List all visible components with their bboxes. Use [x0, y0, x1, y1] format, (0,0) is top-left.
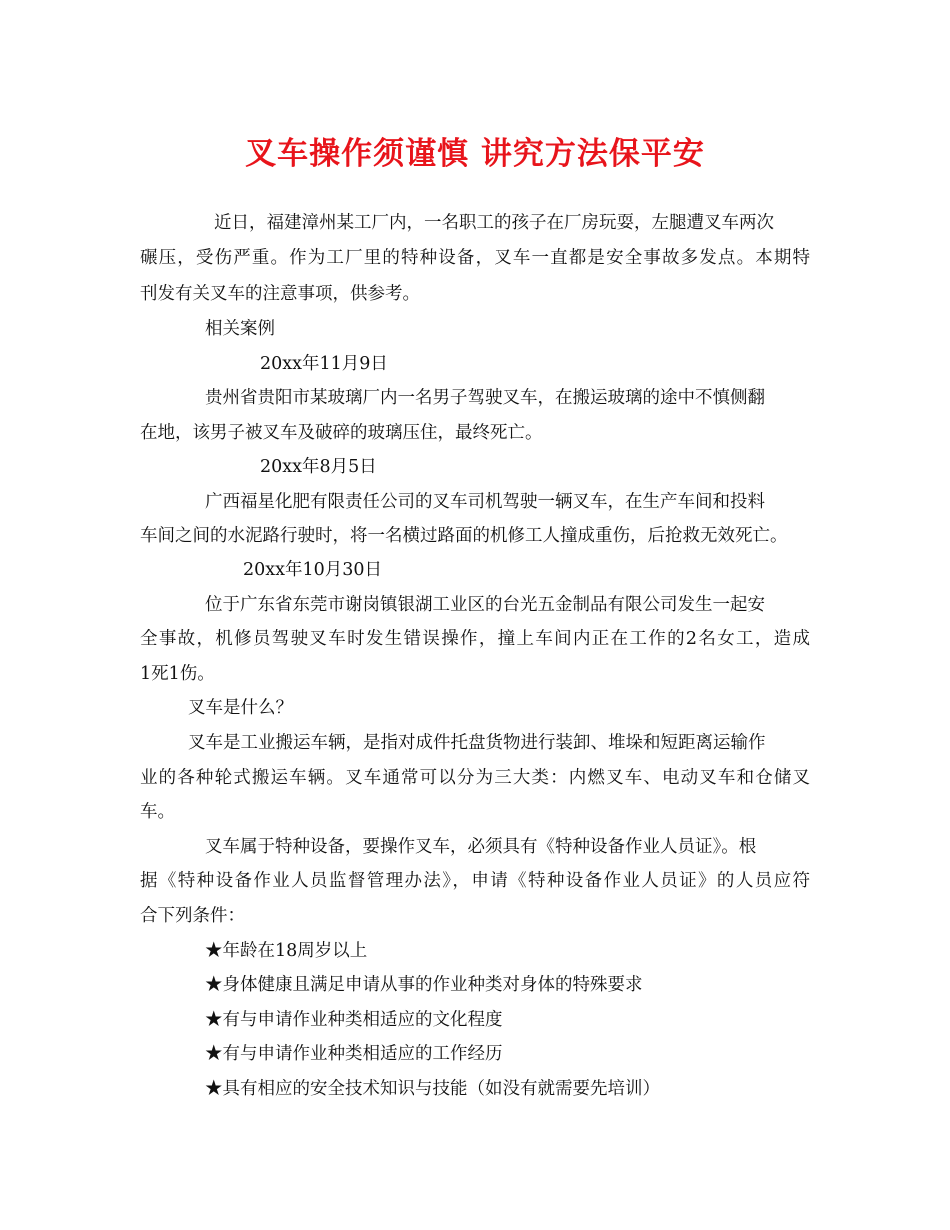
- what-text-line: 叉车是工业搬运车辆，是指对成件托盘货物进行装卸、堆垛和短距离运输作: [188, 733, 766, 753]
- case-date: 20xx年11月9日: [260, 354, 388, 374]
- intro-line-3: 刊发有关叉车的注意事项，供参考。: [140, 284, 420, 304]
- cases-heading: 相关案例: [205, 319, 275, 339]
- what-heading: 叉车是什么？: [188, 698, 293, 718]
- case-text-line: 在地，该男子被叉车及破碎的玻璃压住，最终死亡。: [140, 423, 543, 443]
- case-date: 20xx年8月5日: [260, 457, 377, 477]
- intro-line-2: 碾压，受伤严重。作为工厂里的特种设备，叉车一直都是安全事故多发点。本期特: [140, 248, 810, 268]
- condition-item: ★具有相应的安全技术知识与技能（如没有就需要先培训）: [205, 1079, 660, 1099]
- condition-item: ★有与申请作业种类相适应的工作经历: [205, 1044, 503, 1064]
- what-text-line: 车。: [140, 802, 175, 822]
- case-text-line: 1死1伤。: [140, 664, 215, 684]
- condition-item: ★有与申请作业种类相适应的文化程度: [205, 1010, 503, 1030]
- req-text-line: 据《特种设备作业人员监督管理办法》，申请《特种设备作业人员证》的人员应符: [140, 871, 810, 891]
- req-text-line: 叉车属于特种设备，要操作叉车，必须具有《特种设备作业人员证》。根: [205, 837, 757, 857]
- req-text-line: 合下列条件：: [140, 906, 245, 926]
- case-text-line: 贵州省贵阳市某玻璃厂内一名男子驾驶叉车，在搬运玻璃的途中不慎侧翻: [205, 388, 765, 408]
- case-text-line: 广西福星化肥有限责任公司的叉车司机驾驶一辆叉车，在生产车间和投料: [205, 492, 765, 512]
- case-text-line: 位于广东省东莞市谢岗镇银湖工业区的台光五金制品有限公司发生一起安: [205, 595, 765, 615]
- condition-item: ★年龄在18周岁以上: [205, 941, 368, 961]
- case-text-line: 全事故，机修员驾驶叉车时发生错误操作，撞上车间内正在工作的2名女工，造成: [140, 629, 810, 649]
- case-text-line: 车间之间的水泥路行驶时，将一名横过路面的机修工人撞成重伤，后抢救无效死亡。: [140, 526, 788, 546]
- condition-item: ★身体健康且满足申请从事的作业种类对身体的特殊要求: [205, 975, 643, 995]
- document-title: 叉车操作须谨慎 讲究方法保平安: [245, 136, 705, 172]
- intro-line-1: 近日，福建漳州某工厂内，一名职工的孩子在厂房玩耍，左腿遭叉车两次: [214, 213, 774, 233]
- what-text-line: 业的各种轮式搬运车辆。叉车通常可以分为三大类：内燃叉车、电动叉车和仓储叉: [140, 768, 810, 788]
- case-date: 20xx年10月30日: [243, 560, 383, 580]
